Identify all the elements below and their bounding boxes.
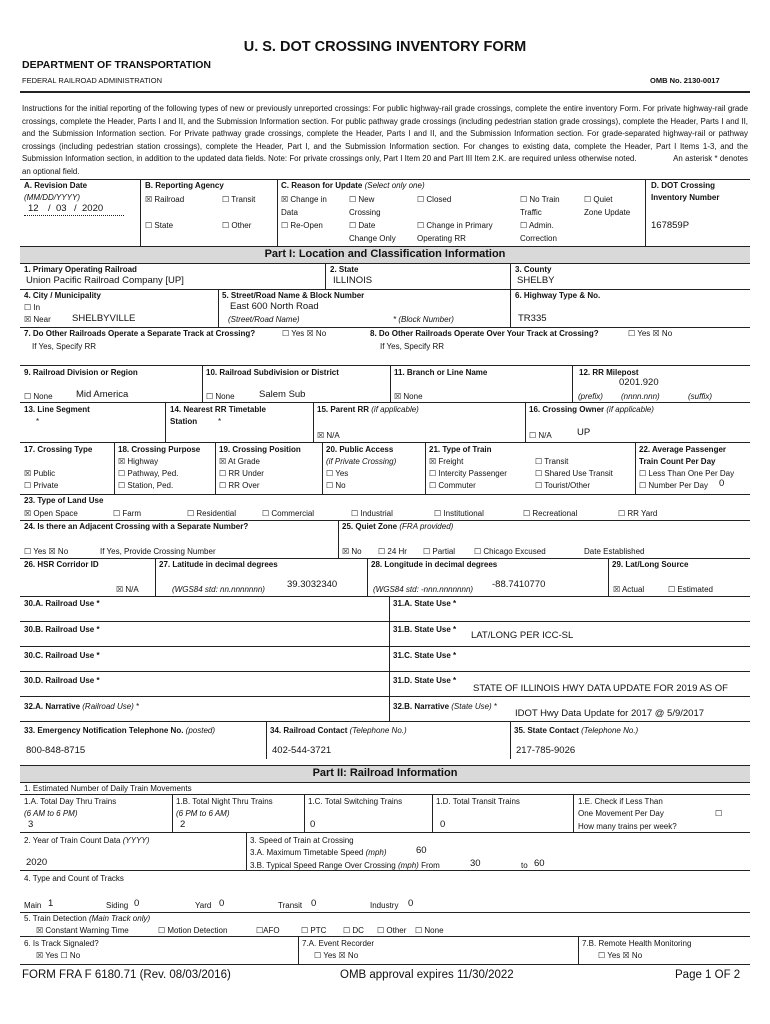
label-latitude: 27. Latitude in decimal degrees: [159, 560, 278, 569]
date-sep-1: /: [48, 203, 51, 214]
city-near-checkbox[interactable]: ☒ Near: [24, 315, 51, 324]
date-sep-2: /: [74, 203, 77, 214]
label-longitude: 28. Longitude in decimal degrees: [371, 560, 498, 569]
detection-none-checkbox[interactable]: ☐ None: [415, 926, 444, 935]
label-switching: 1.C. Total Switching Trains: [308, 797, 403, 806]
reason-date-label: Change Only: [349, 234, 396, 243]
division-none-checkbox[interactable]: ☐ None: [24, 392, 53, 401]
longitude-value[interactable]: -88.7410770: [492, 579, 546, 590]
siding-value[interactable]: 0: [134, 898, 140, 909]
label-dot-crossing: D. DOT Crossing: [651, 181, 716, 190]
label-max-speed: 3.A. Maximum Timetable Speed: [250, 848, 364, 857]
position-grade-checkbox[interactable]: ☒ At Grade: [219, 457, 260, 466]
passenger-number-value[interactable]: 0: [719, 478, 725, 489]
day-thru-value[interactable]: 3: [28, 819, 34, 830]
label-owner: 16. Crossing Owner: [529, 405, 605, 414]
label-county: 3. County: [515, 265, 552, 274]
remote-health-checkboxes[interactable]: ☐ Yes ☒ No: [598, 951, 643, 960]
detection-cwt-checkbox[interactable]: ☒ Constant Warning Time: [36, 926, 129, 935]
omb-number: OMB No. 2130-0017: [650, 76, 720, 85]
label-prefix: (prefix): [578, 392, 603, 401]
yard-value[interactable]: 0: [219, 898, 225, 909]
label-one-movement: One Movement Per Day: [578, 809, 664, 818]
label-branch: 11. Branch or Line Name: [394, 368, 488, 377]
year-count-value[interactable]: 2020: [26, 857, 48, 868]
label-to: to: [521, 861, 528, 870]
form-title: U. S. DOT CROSSING INVENTORY FORM: [243, 39, 527, 55]
label-main-only: (Main Track only): [88, 914, 151, 923]
access-no-checkbox[interactable]: ☐ No: [326, 481, 346, 490]
label-revision-date: A. Revision Date: [24, 181, 88, 190]
label-trains-per-week: How many trains per week?: [578, 822, 677, 831]
instructions: Instructions for the initial reporting of the following types of new or previously unreported crossings: For public highway-rail grade crossings, complete the entire inventory Form. For private highway-rail grade crossings, complete the Header, Parts I and II, and the Submission Information section. For public pathway grade crossings (including pedestrian station grade crossings), complete the Header, Parts I and II, and the Submission Information section. For Private pathway grade crossings, complete the Header, Parts I and II, and the Submission Information section. For grade-separated highway-rail or pathway crossings (including pedestrian station crossings), complete the Header, Part I, and the Submission Information section. For changes to existing data, complete the Header, Part I Items 1-3, and the Submission Information section, in addition to the updated data fields. Note: For private crossings only, Part I Item 20 and Part III Item 2.K. are required unless otherwise noted. An asterisk * denotes an optional field.: [22, 104, 748, 176]
reason-reopen-checkbox[interactable]: ☐ Re-Open: [281, 221, 323, 230]
event-recorder-checkboxes[interactable]: ☐ Yes ☒ No: [314, 951, 359, 960]
label-state: 2. State: [330, 265, 359, 274]
label-31c: 31.C. State Use *: [393, 651, 457, 660]
label-crossing-type: 17. Crossing Type: [24, 445, 93, 454]
label-parent-rr: 15. Parent RR: [317, 405, 370, 414]
land-residential-checkbox[interactable]: ☐ Residential: [187, 509, 236, 518]
reason-closed-checkbox[interactable]: ☐ Closed: [417, 195, 452, 204]
reason-no-train-label: Traffic: [520, 208, 542, 217]
owner-value[interactable]: UP: [577, 427, 591, 438]
label-6pm-6am: (6 PM to 6 AM): [176, 809, 230, 818]
quiet-partial-checkbox[interactable]: ☐ Partial: [423, 547, 456, 556]
label-event-recorder: 7.A. Event Recorder: [302, 939, 375, 948]
label-q7-specify: If Yes, Specify RR: [32, 342, 97, 351]
label-transit-trains: 1.D. Total Transit Trains: [436, 797, 520, 806]
reason-change-data-label: Data: [281, 208, 298, 217]
railroad-contact-phone[interactable]: 402-544-3721: [272, 745, 332, 756]
subdivision-value[interactable]: Salem Sub: [259, 389, 306, 400]
label-31d: 31.D. State Use *: [393, 676, 457, 685]
label-nnnn: (nnnn.nnn): [621, 392, 660, 401]
label-line-segment: 13. Line Segment: [24, 405, 90, 414]
narrative-state-value[interactable]: IDOT Hwy Data Update for 2017 @ 5/9/2017: [515, 708, 705, 719]
detection-dc-checkbox[interactable]: ☐ DC: [343, 926, 364, 935]
detection-afo-checkbox[interactable]: ☐AFO: [256, 926, 280, 935]
label-primary-railroad: 1. Primary Operating Railroad: [24, 265, 137, 274]
label-suffix: (suffix): [688, 392, 712, 401]
label-date-format: (MM/DD/YYYY): [24, 193, 80, 202]
label-daily-movements: 1. Estimated Number of Daily Train Movements: [24, 784, 192, 793]
label-speed: 3. Speed of Train at Crossing: [250, 836, 354, 845]
label-timetable: 14. Nearest RR Timetable: [170, 405, 266, 414]
label-year-count: 2. Year of Train Count Data: [24, 836, 121, 845]
reason-admin-label: Correction: [520, 234, 557, 243]
label-fra-provided: (FRA provided): [399, 522, 454, 531]
primary-railroad-value[interactable]: Union Pacific Railroad Company [UP]: [26, 275, 184, 286]
land-industrial-checkbox[interactable]: ☐ Industrial: [351, 509, 393, 518]
label-public-access: 20. Public Access: [326, 445, 394, 454]
label-if-private: (if Private Crossing): [326, 457, 397, 466]
label-typical-speed: 3.B. Typical Speed Range Over Crossing: [250, 861, 396, 870]
label-avg-passenger: 22. Average Passenger: [639, 445, 727, 454]
land-rryard-checkbox[interactable]: ☐ RR Yard: [618, 509, 658, 518]
label-other-rr-over: 8. Do Other Railroads Operate Over Your Track at Crossing?: [370, 329, 599, 338]
label-other-rr-separate: 7. Do Other Railroads Operate a Separate Track at Crossing?: [24, 329, 256, 338]
label-yard: Yard: [195, 901, 212, 910]
label-night-thru: 1.B. Total Night Thru Trains: [176, 797, 273, 806]
revision-day[interactable]: 03: [56, 203, 67, 214]
department: DEPARTMENT OF TRANSPORTATION: [22, 59, 211, 71]
label-tracks: 4. Type and Count of Tracks: [24, 874, 124, 883]
train-commuter-checkbox[interactable]: ☐ Commuter: [429, 481, 476, 490]
label-position: 19. Crossing Position: [219, 445, 301, 454]
county-value[interactable]: SHELBY: [517, 275, 555, 286]
agency-transit-checkbox[interactable]: ☐ Transit: [222, 195, 256, 204]
source-actual-checkbox[interactable]: ☒ Actual: [613, 585, 645, 594]
label-remote-health: 7.B. Remote Health Monitoring: [582, 939, 692, 948]
revision-year[interactable]: 2020: [82, 203, 104, 214]
label-rr-contact: 34. Railroad Contact: [270, 726, 348, 735]
hsr-na-checkbox[interactable]: ☒ N/A: [116, 585, 139, 594]
source-estimated-checkbox[interactable]: ☐ Estimated: [668, 585, 713, 594]
city-value[interactable]: SHELBYVILLE: [72, 313, 136, 324]
label-if-applicable: (if applicable): [371, 405, 419, 414]
label-32a: 32.A. Narrative: [24, 702, 81, 711]
label-inventory-number: Inventory Number: [651, 193, 720, 202]
label-rr-telephone: (Telephone No.): [349, 726, 407, 735]
detection-motion-checkbox[interactable]: ☐ Motion Detection: [158, 926, 228, 935]
train-transit-checkbox[interactable]: ☐ Transit: [535, 457, 569, 466]
label-station: Station: [170, 417, 198, 426]
transit-trains-value[interactable]: 0: [440, 819, 446, 830]
label-select-one: (Select only one): [364, 181, 425, 190]
main-track-value[interactable]: 1: [48, 898, 54, 909]
part2-title: Part II: Railroad Information: [312, 767, 458, 779]
q32a-star: *: [136, 702, 140, 711]
quiet-no-checkbox[interactable]: ☒ No: [342, 547, 362, 556]
detection-other-checkbox[interactable]: ☐ Other: [377, 926, 407, 935]
speed-to-value[interactable]: 60: [534, 858, 545, 869]
q32b-star: *: [493, 702, 498, 711]
label-milepost: 12. RR Milepost: [579, 368, 639, 377]
revision-month[interactable]: 12: [28, 203, 39, 214]
position-over-checkbox[interactable]: ☐ RR Over: [219, 481, 260, 490]
label-division: 9. Railroad Division or Region: [24, 368, 138, 377]
signaled-checkboxes[interactable]: ☒ Yes ☐ No: [36, 951, 81, 960]
detection-ptc-checkbox[interactable]: ☐ PTC: [301, 926, 327, 935]
train-shared-checkbox[interactable]: ☐ Shared Use Transit: [535, 469, 613, 478]
agency-railroad-checkbox[interactable]: ☒ Railroad: [145, 195, 185, 204]
label-street-name: (Street/Road Name): [228, 315, 300, 324]
label-reporting-agency: B. Reporting Agency: [145, 181, 224, 190]
agency-other-checkbox[interactable]: ☐ Other: [222, 221, 252, 230]
reason-date-checkbox[interactable]: ☐ Date: [349, 221, 376, 230]
reason-new-checkbox[interactable]: ☐ New: [349, 195, 375, 204]
reason-change-primary-checkbox[interactable]: ☐ Change in Primary: [417, 221, 493, 230]
label-main: Main: [24, 901, 42, 910]
label-32b: 32.B. Narrative: [393, 702, 450, 711]
q13-star: *: [36, 417, 40, 426]
reason-change-primary-label: Operating RR: [417, 234, 466, 243]
label-transit: Transit: [278, 901, 303, 910]
city-in-checkbox[interactable]: ☐ In: [24, 303, 41, 312]
reason-quiet-checkbox[interactable]: ☐ Quiet: [584, 195, 613, 204]
label-type-train: 21. Type of Train: [429, 445, 492, 454]
part1-title: Part I: Location and Classification Information: [264, 248, 506, 260]
q14-star: *: [218, 417, 222, 426]
label-quiet-zone: 25. Quiet Zone: [342, 522, 398, 531]
label-provide-number: If Yes, Provide Crossing Number: [100, 547, 216, 556]
train-intercity-checkbox[interactable]: ☐ Intercity Passenger: [429, 469, 507, 478]
label-q8-specify: If Yes, Specify RR: [380, 342, 445, 351]
label-hsr: 26. HSR Corridor ID: [24, 560, 99, 569]
passenger-less-checkbox[interactable]: ☐ Less Than One Per Day: [639, 469, 735, 478]
land-institutional-checkbox[interactable]: ☐ Institutional: [434, 509, 484, 518]
parent-rr-na-checkbox[interactable]: ☒ N/A: [317, 431, 340, 440]
label-industry: Industry: [370, 901, 399, 910]
land-recreational-checkbox[interactable]: ☐ Recreational: [523, 509, 578, 518]
label-street: 5. Street/Road Name & Block Number: [222, 291, 365, 300]
reason-change-data-checkbox[interactable]: ☒ Change in: [281, 195, 327, 204]
train-freight-checkbox[interactable]: ☒ Freight: [429, 457, 464, 466]
omb-expiry: OMB approval expires 11/30/2022: [340, 969, 514, 981]
reason-new-label: Crossing: [349, 208, 381, 217]
state-use-d-value[interactable]: STATE OF ILLINOIS HWY DATA UPDATE FOR 2019 AS OF: [473, 683, 728, 694]
highway-value[interactable]: TR335: [518, 313, 547, 324]
transit-track-value[interactable]: 0: [311, 898, 317, 909]
reason-quiet-label: Zone Update: [584, 208, 631, 217]
label-adjacent: 24. Is there an Adjacent Crossing with a Separate Number?: [24, 522, 249, 531]
reason-admin-checkbox[interactable]: ☐ Admin.: [520, 221, 554, 230]
label-reason: C. Reason for Update: [281, 181, 363, 190]
subdivision-none-checkbox[interactable]: ☐ None: [206, 392, 235, 401]
label-mph-a: (mph): [365, 848, 387, 857]
label-purpose: 18. Crossing Purpose: [118, 445, 201, 454]
label-mph-b: (mph): [397, 861, 419, 870]
state-value[interactable]: ILLINOIS: [333, 275, 373, 286]
dot-crossing-number[interactable]: 167859P: [651, 220, 690, 231]
form-number: FORM FRA F 6180.71 (Rev. 08/03/2016): [22, 969, 231, 981]
quiet-24hr-checkbox[interactable]: ☐ 24 Hr: [378, 547, 407, 556]
passenger-number-checkbox[interactable]: ☐ Number Per Day: [639, 481, 708, 490]
access-yes-checkbox[interactable]: ☐ Yes: [326, 469, 349, 478]
page-number: Page 1 OF 2: [675, 969, 741, 981]
label-state-contact: 35. State Contact: [514, 726, 579, 735]
industry-value[interactable]: 0: [408, 898, 414, 909]
milepost-value[interactable]: 0201.920: [619, 377, 659, 388]
q7-checkboxes[interactable]: ☐ Yes ☒ No: [282, 329, 327, 338]
owner-na-checkbox[interactable]: ☐ N/A: [529, 431, 552, 440]
label-31a: 31.A. State Use *: [393, 599, 457, 608]
purpose-highway-checkbox[interactable]: ☒ Highway: [118, 457, 159, 466]
state-contact-phone[interactable]: 217-785-9026: [516, 745, 576, 756]
position-under-checkbox[interactable]: ☐ RR Under: [219, 469, 264, 478]
label-yyyy: (YYYY): [122, 836, 150, 845]
label-highway-type: 6. Highway Type & No.: [515, 291, 601, 300]
emergency-phone[interactable]: 800-848-8715: [26, 745, 86, 756]
land-commercial-checkbox[interactable]: ☐ Commercial: [262, 509, 315, 518]
label-lat-format: (WGS84 std: nn.nnnnnnn): [172, 585, 265, 594]
train-tourist-checkbox[interactable]: ☐ Tourist/Other: [535, 481, 591, 490]
max-speed-value[interactable]: 60: [416, 845, 427, 856]
agency: FEDERAL RAILROAD ADMINISTRATION: [22, 76, 163, 85]
label-subdivision: 10. Railroad Subdivision or District: [206, 368, 339, 377]
less-than-one-checkbox[interactable]: ☐: [715, 809, 723, 818]
label-state-use: (State Use): [451, 702, 492, 711]
q8-checkboxes[interactable]: ☐ Yes ☒ No: [628, 329, 673, 338]
label-latlong-source: 29. Lat/Long Source: [612, 560, 689, 569]
label-owner-if: (if applicable): [606, 405, 654, 414]
latitude-value[interactable]: 39.3032340: [287, 579, 338, 590]
land-open-checkbox[interactable]: ☒ Open Space: [24, 509, 78, 518]
label-detection: 5. Train Detection: [24, 914, 87, 923]
label-train-count: Train Count Per Day: [639, 457, 716, 466]
label-30b: 30.B. Railroad Use *: [24, 625, 100, 634]
agency-state-checkbox[interactable]: ☐ State: [145, 221, 174, 230]
purpose-station-checkbox[interactable]: ☐ Station, Ped.: [118, 481, 174, 490]
type-private-checkbox[interactable]: ☐ Private: [24, 481, 59, 490]
label-6am-6pm: (6 AM to 6 PM): [24, 809, 78, 818]
type-public-checkbox[interactable]: ☒ Public: [24, 469, 56, 478]
speed-from-value[interactable]: 30: [470, 858, 481, 869]
land-farm-checkbox[interactable]: ☐ Farm: [113, 509, 142, 518]
label-posted: (posted): [185, 726, 216, 735]
label-land-use: 23. Type of Land Use: [24, 496, 104, 505]
night-thru-value[interactable]: 2: [180, 819, 186, 830]
label-day-thru: 1.A. Total Day Thru Trains: [24, 797, 117, 806]
label-from: From: [421, 861, 440, 870]
label-emergency: 33. Emergency Notification Telephone No.: [24, 726, 184, 735]
optional-note: An asterisk * denotes an optional field.: [22, 154, 748, 176]
purpose-pathway-checkbox[interactable]: ☐ Pathway, Ped.: [118, 469, 179, 478]
reason-no-train-checkbox[interactable]: ☐ No Train: [520, 195, 560, 204]
label-state-telephone: (Telephone No.): [581, 726, 639, 735]
label-block-number: * (Block Number): [393, 315, 454, 324]
label-30c: 30.C. Railroad Use *: [24, 651, 100, 660]
label-date-established: Date Established: [584, 547, 645, 556]
label-30a: 30.A. Railroad Use *: [24, 599, 100, 608]
street-value[interactable]: East 600 North Road: [230, 301, 319, 312]
label-less-than: 1.E. Check if Less Than: [578, 797, 663, 806]
label-siding: Siding: [106, 901, 129, 910]
label-long-format: (WGS84 std: -nnn.nnnnnnn): [373, 585, 474, 594]
label-31b: 31.B. State Use *: [393, 625, 457, 634]
label-signaled: 6. Is Track Signaled?: [24, 939, 99, 948]
adjacent-checkboxes[interactable]: ☐ Yes ☒ No: [24, 547, 69, 556]
quiet-chicago-checkbox[interactable]: ☐ Chicago Excused: [474, 547, 546, 556]
label-city: 4. City / Municipality: [24, 291, 101, 300]
state-use-b-value[interactable]: LAT/LONG PER ICC-SL: [471, 630, 574, 641]
label-30d: 30.D. Railroad Use *: [24, 676, 100, 685]
division-value[interactable]: Mid America: [76, 389, 129, 400]
label-railroad-use: (Railroad Use): [82, 702, 134, 711]
branch-none-checkbox[interactable]: ☒ None: [394, 392, 423, 401]
switching-value[interactable]: 0: [310, 819, 316, 830]
